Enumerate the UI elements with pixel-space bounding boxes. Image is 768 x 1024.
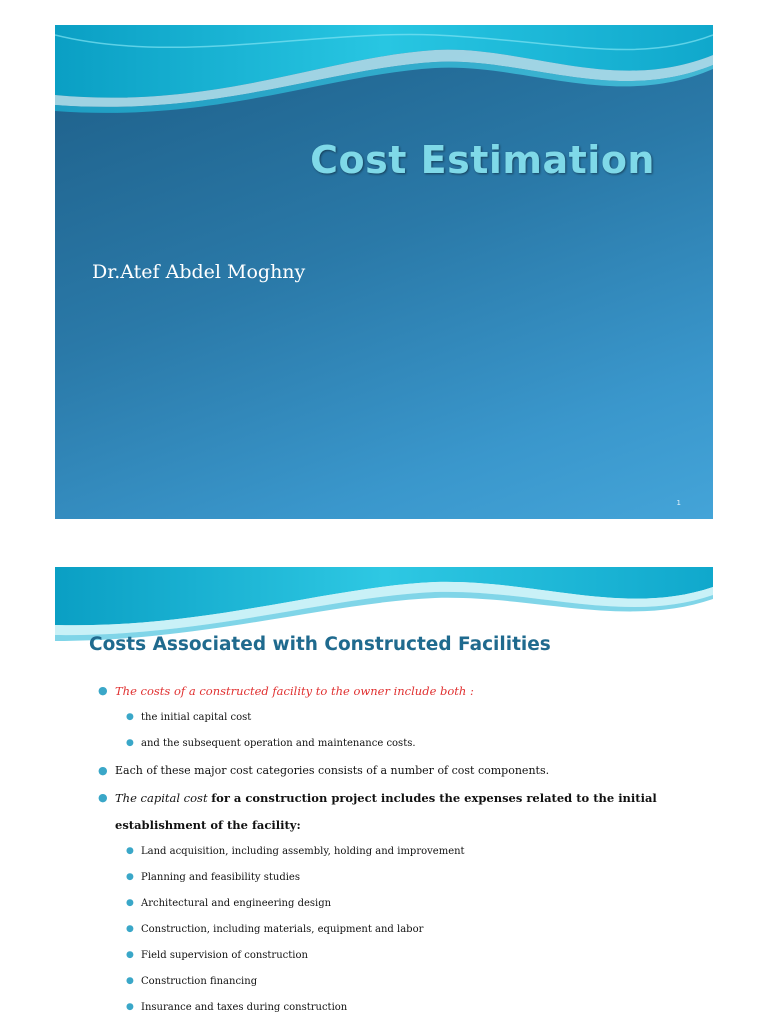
list-item: ● Each of these major cost categories consists of a number of cost components. — [98, 764, 550, 777]
list-item: ● Architectural and engineering design — [126, 898, 332, 909]
list-item: ● Construction, including materials, equipment and labor — [126, 924, 424, 935]
bullet-icon: ● — [98, 684, 108, 697]
bullet-icon: ● — [98, 764, 108, 777]
list-item-continuation: establishment of the facility: — [115, 818, 301, 832]
author-name: Dr.Atef Abdel Moghny — [92, 261, 306, 283]
list-item: ● Construction financing — [126, 976, 258, 987]
bullet-icon: ● — [126, 898, 134, 908]
list-item: ● and the subsequent operation and maintenance costs. — [126, 738, 416, 749]
content-slide — [55, 567, 713, 1024]
bullet-icon: ● — [126, 872, 134, 882]
bullet-icon: ● — [98, 791, 108, 804]
list-item: ● Land acquisition, including assembly, holding and improvement — [126, 846, 465, 857]
bullet-icon: ● — [126, 712, 134, 722]
list-item: ● The capital cost for a construction project includes the expenses related to the initial — [98, 791, 657, 805]
bullet-icon: ● — [126, 924, 134, 934]
list-item: ● The costs of a constructed facility to the owner include both : — [98, 684, 474, 698]
list-item: ● Insurance and taxes during construction — [126, 1002, 348, 1013]
list-item: ● the initial capital cost — [126, 712, 252, 723]
wave-header-decoration — [55, 25, 713, 135]
page-number: 1 — [676, 499, 681, 507]
list-item: ● Field supervision of construction — [126, 950, 308, 961]
slide-title: Cost Estimation — [310, 138, 655, 182]
bullet-icon: ● — [126, 846, 134, 856]
bullet-list — [55, 567, 713, 1024]
bullet-icon: ● — [126, 950, 134, 960]
list-item: ● Planning and feasibility studies — [126, 872, 300, 883]
bullet-icon: ● — [126, 1002, 134, 1012]
slide-heading: Costs Associated with Constructed Facilities — [89, 634, 551, 655]
bullet-icon: ● — [126, 738, 134, 748]
bullet-icon: ● — [126, 976, 134, 986]
title-slide — [55, 25, 713, 519]
